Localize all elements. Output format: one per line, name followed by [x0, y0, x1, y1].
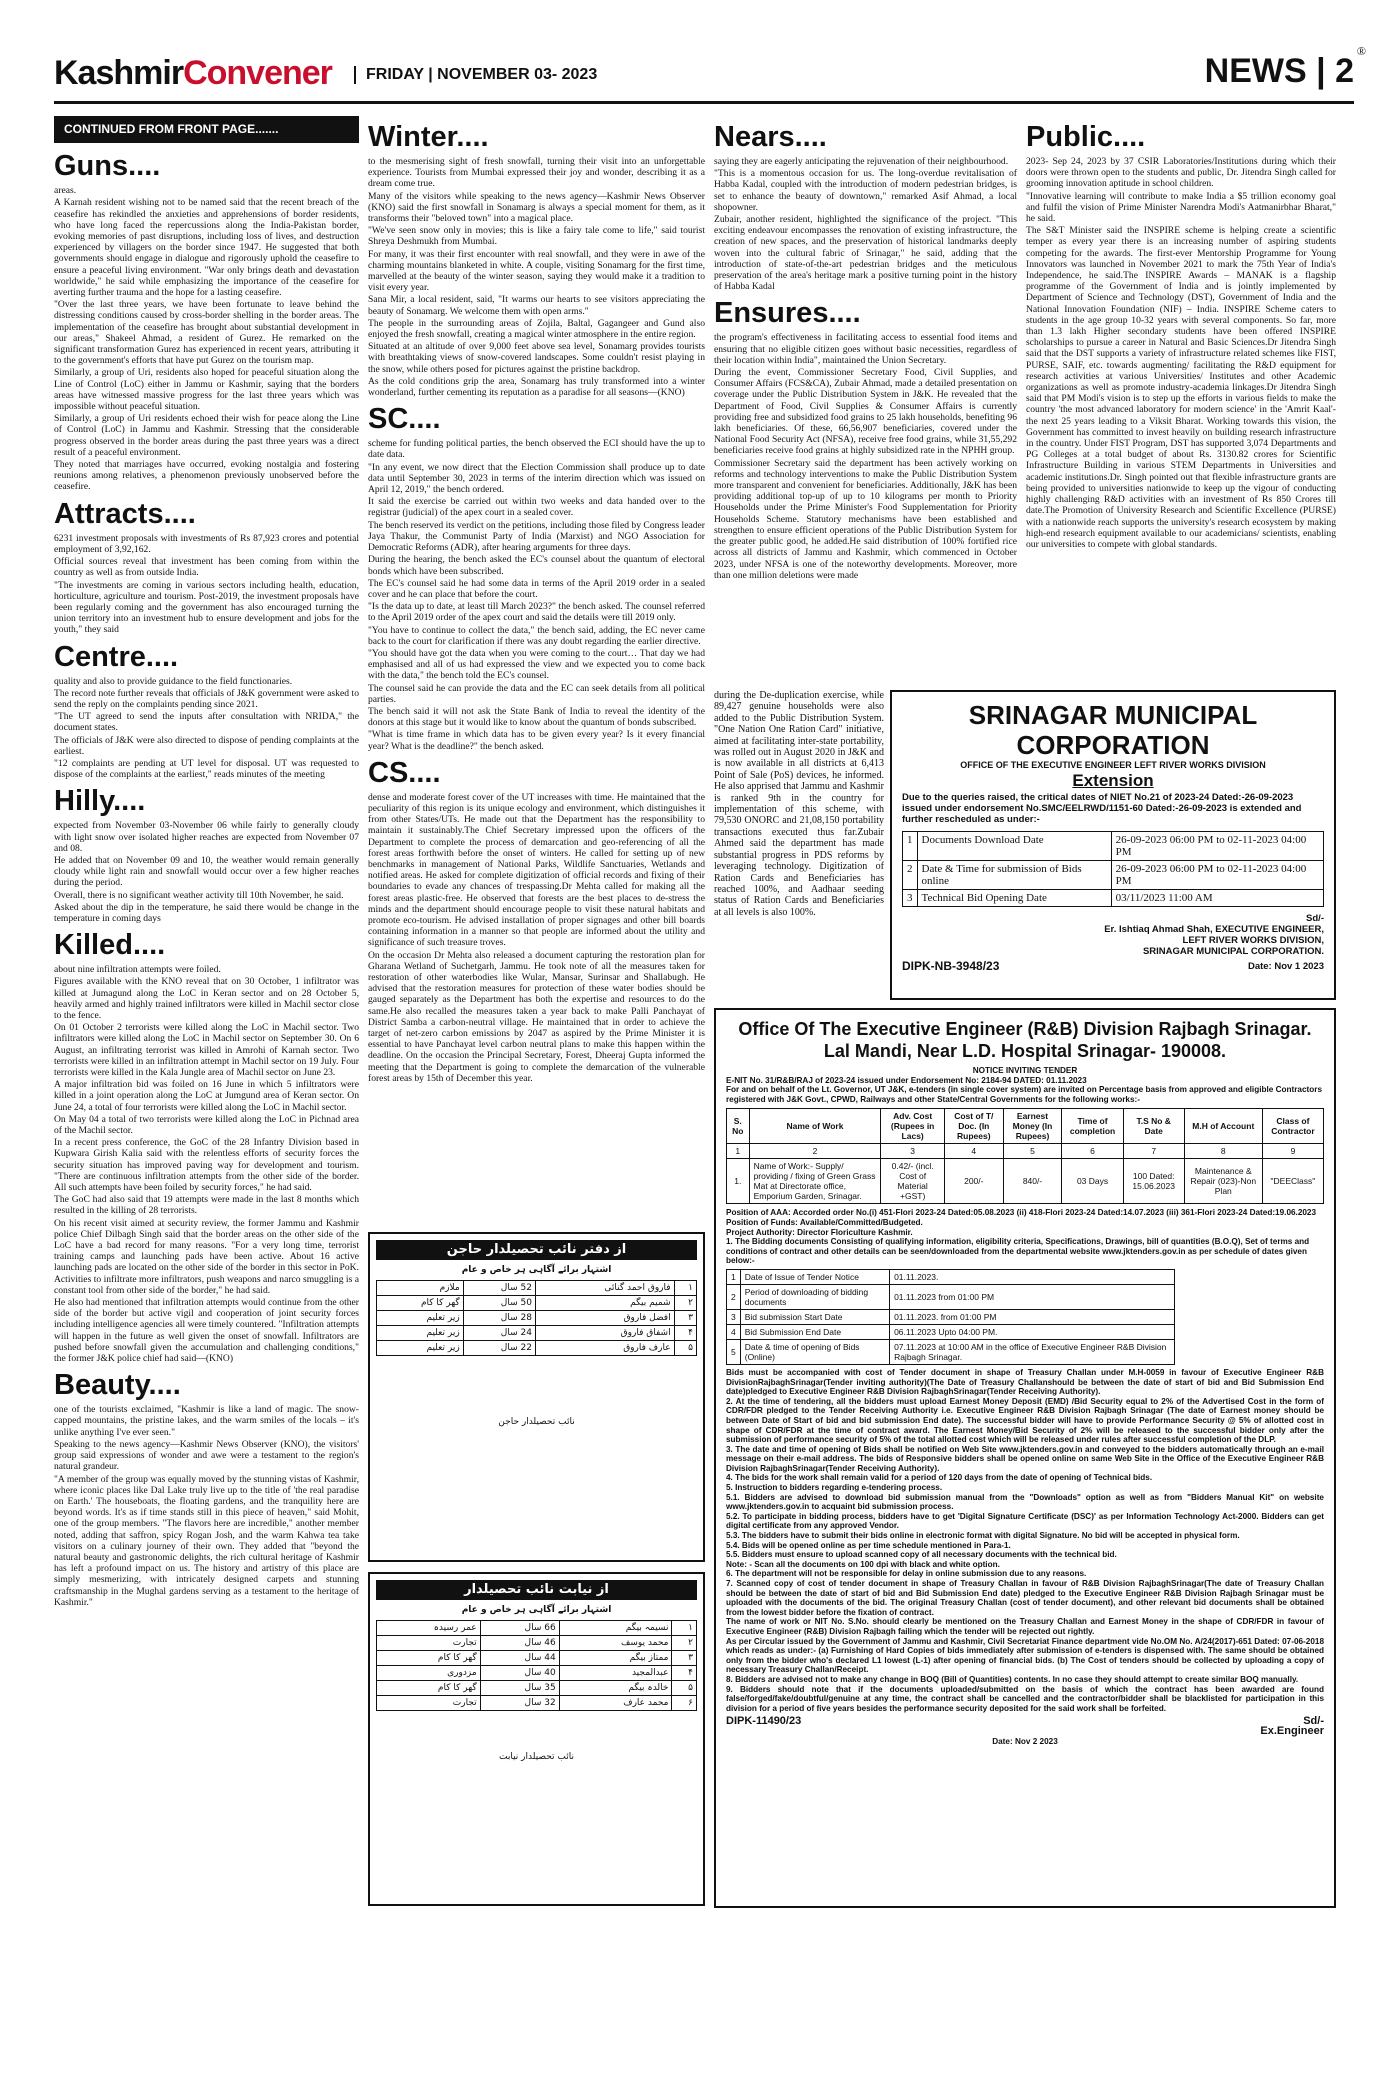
urdu-notice-title: از دفتر نائب تحصیلدار حاجن — [376, 1240, 697, 1260]
urdu-notice-niyabat — [368, 1572, 705, 1906]
headline-attracts: Attracts.... — [54, 497, 196, 530]
table-row: 3 Bid submission Start Date 01.11.2023. from 01:00 PM — [727, 1309, 1175, 1324]
column-4 — [1026, 116, 1336, 686]
urdu-notice-signature: نائب تحصیلدار نیابت — [498, 1752, 574, 1762]
headline-hilly: Hilly.... — [54, 785, 146, 818]
smc-date: Date: Nov 1 2023 — [1247, 961, 1324, 972]
table-row: 2 Date & Time for submission of Bids online 26-09-2023 06:00 PM to 02-11-2023 04:00 PM — [903, 861, 1324, 890]
article-killed: about nine infiltration attempts were foiled. Figures available with the KNO reveal that on 30 October, 1 infiltrator was killed at Jumagund along the LoC in Keran sector and on 28 October 5, heavily armed and highly trained infiltrators were killed in Machil sector close to the fence. On 01 October 2 terrorists were killed along the LoC in Machil sector. Two infiltrators were killed along the LoC in Machil sector on September 30. On 6 August, an infiltrating terrorist was killed in Amrohi of Karnah sector. Two terrorists were killed in an infiltration attempt in Machil sector on 19 July. Four terrorists were killed in the Kala Jungle area of Machil sector on June 23. A major infiltration bid was foiled on 16 June in which 5 infiltrators were killed in a joint operation along the LoC at Jumgund area of Keran sector. On June 24, a total of four terrorists were killed along the LoC in Machil sector. On May 04 a total of two terrorists were killed along the LoC in Pichnad area of the Machil sector. In a recent press conference, the GoC of the 28 Infantry Division based in Kupwara Girish Kalia said with the relentless efforts of security forces the security situation has improved paving way for development and tourism. "There are continuous infiltration attempts from the other side of the border. All such attempts have been foiled by security forces," he had said. The GoC had also said that 19 attempts were made in the last 8 months which resulted in the killing of 28 terrorists. On his recent visit aimed at security review, the former Jammu and Kashmir police Chief Dilbagh Singh said that the border areas on the other side of the LoC have a bad record for many reasons. "For a very long time, terrorist training camps and launching pads have been active. About 16 active launching pads are located on the other side of the border in this sector in PoK. Activities to infiltrate more infiltrators, push weapons and narco smuggling is a constant tool from other side of the border," he had said. He also had mentioned that infiltration attempts would continue from the other side of the border but active vigil and cooperation of joint security forces including intelligence agencies all were timely countered. "Infiltration attempts will happen in the future as well given the onset of snowfall. Infiltrators are pushed before snowfall given the accumulation and challenging conditions," the former J&K police chief had said—(KNO) — [54, 964, 359, 1365]
article-attracts: 6231 investment proposals with investments of Rs 87,923 crores and potential employment of 3,92,162. Official sources reveal that investment has been coming from within the country as well as from outside India. "The investments are coming in various sectors including health, education, horticulture, agriculture and tourism. Post-2019, the investment proposals have been regularly coming and the government has also encouraged turning the union territory into an investment hub to ensure development and jobs for the youth," they said — [54, 532, 359, 636]
rb-works-table: S. No Name of Work Adv. Cost (Rupees in Lacs) Cost of T/ Doc. (In Rupees) Earnest Money (In Rupees) Time of completion T.S No & Date M.H of Account Class of Contractor 1 2 3 4 5 6 7 8 9 1. Name of Work:- Supply/ providing / fixing of Green Grass Mat at Directorate office, Emporium Garden, Srinagar. 0.42/- (incl. Cost of Material +GST) 200/- 840/- 03 Days 100 Dated: 15.06.2023 Maintenance & Repair (023)-Non Plan "DEEClass" — [726, 1108, 1324, 1204]
column-2 — [368, 116, 705, 1226]
headline-centre: Centre.... — [54, 640, 179, 673]
headline-ensures: Ensures.... — [714, 297, 861, 330]
headline-guns: Guns.... — [54, 150, 161, 183]
article-winter: to the mesmerising sight of fresh snowfall, turning their visit into an unforgettable experience. Tourists from Mumbai expressed their joy and wonder, describing it as a dream come true. Many of the visitors while speaking to the news agency—Kashmir News Observer (KNO) said the first snowfall in Sonamarg is always a special moment for them, as it transforms their "beloved town" into a magical place. "We've seen snow only in movies; this is like a fairy tale come to life," said tourist Shreya Deshmukh from Mumbai. For many, it was their first encounter with real snowfall, and they were in awe of the charming mountains blanketed in white. A couple, visiting Sonamarg for the first time, marvelled at the beauty of the winter season, saying they would make it a tradition to visit every year. Sana Mir, a local resident, said, "It warms our hearts to see visitors appreciating the beauty of Sonamarg. We welcome them with open arms." The people in the surrounding areas of Zojila, Baltal, Gagangeer and Gund also enjoyed the fresh snowfall, creating a magical winter atmosphere in the entire region. Situated at an altitude of over 9,000 feet above sea level, Sonamarg provides tourists with breathtaking views of snow-covered landscapes. Some couldn't resist playing in the snow, while others posed for pictures against the pristine backdrop. As the cold conditions grip the area, Sonamarg has truly transformed into a winter wonderland, further cementing its reputation as a paradise for all seasons—(KNO) — [368, 156, 705, 399]
headline-nears: Nears.... — [714, 121, 827, 153]
article-cs: dense and moderate forest cover of the UT increases with time. He maintained that the peculiarity of this region is its unique ecology and environment, which distinguishes it from other States/UTs. He made out that the Department has the responsibility to maintain it sustainably.The Chief Secretary impressed upon the officers of the Department to complete the process of demarcation and geo-referencing of all the forest areas forthwith before the onset of winters. He called for setting up of new benchmarks in management of National Parks, Wildlife Sanctuaries, Wetlands and notified areas. He asked for complete digitization of official records and fixing of their boundaries to evade any chances of trespassing.Dr Mehta called for making all the forest areas plastic-free. He observed that forests are the best places to de-stress the minds and the department should encourage people to visit these natural habitats and promote eco-tourism. He advised installation of proper signages and other bill boards containing information in a manner so that people are informed about the utility and significance of such treasure troves. On the occasion Dr Mehta also released a document capturing the restoration plan for Gharana Wetland of Suchetgarh, Jammu. He took note of all the measures taken for restoration of other waterbodies like Wular, Mansar, Surinsar and Shallabugh. He advised that the restoration measures for protection of these water bodies should be gauged separately as the Department has both the expertise and resources to do the same.He also recalled the measures taken a year back to make Palli Panchayat of District Samba a carbon-neutral village. He maintained that in order to achieve the target of net-zero carbon emissions by 2047 as aspired by the Prime Minister it is essential to have Panchayat level carbon neutral plans to make this happen within the deadline. On the occasion the Principal Secretary, Forest, Dheeraj Gupta informed the meeting that the Department is going to complete the demarcation of the vulnerable forest areas by 15th of December this year. — [368, 791, 705, 1084]
rb-conditions: Bids must be accompanied with cost of Tender document in shape of Treasury Challan under M.H-0059 in favour of Executive Engineer R&B DivisionRajbaghSrinagar(Tender inviting authority)(The Date of Treasury Challanshould be between the date of start of bid and Bid Submission End date)pledged to Executive Engineer R&B Division RajbaghSrinagar(Tender Receiving Authority). 2. At the time of tendering, all the bidders must upload Earnest Money Deposit (EMD) /Bid Security equal to 2% of the Advertised Cost in the form of CDR/FDR pledged to the Tender Receiving Authority i.e. Executive Engineer R&B Division Rajbagh Srinagar (The date of Earnest money should be between Date of Start of bid and bid submission End date). The successful bidder will have to provide Performance Security @ 5% of allotted cost in shape of CDR/FDR at the time of contract award. The Earnest Money/Bid Security of 2% will be released to the successful bidder only after the submission of performance security of 5% of the total allotted cost which will be released under rules after successful completion of the DLP. 3. The date and time of opening of Bids shall be notified on Web Site www.jktenders.gov.in and conveyed to the bidders automatically through an e-mail message on their e-mail address. The bids of Responsive bidders shall be opened online on same Web Site in the Office of the Executive Engineer R&B Division RajbaghSrinagar(Tender Receiving Authority). 4. The bids for the work shall remain valid for a period of 120 days from the date of opening of Technical bids. 5. Instruction to bidders regarding e-tendering process. 5.1. Bidders are advised to download bid submission manual from the "Downloads" option as well as from "Bidders Manual Kit" on website www.jktenders.gov.in to acquaint bid submission process. 5.2. To participate in bidding process, bidders have to get 'Digital Signature Certificate (DSC)' as per Information Technology Act-2000. Bidders can get digital certificate from any approved Vendor. 5.3. The bidders have to submit their bids online in electronic format with digital Signature. No bid will be accepted in physical form. 5.4. Bids will be opened online as per time schedule mentioned in Para-1. 5.5. Bidders must ensure to upload scanned copy of all necessary documents with the technical bid. Note: - Scan all the documents on 100 dpi with black and white option. 6. The department will not be responsible for delay in online submission due to any reasons. 7. Scanned copy of cost of tender document in shape of Treasury Challan in favour of R&B Division RajbaghSrinagar(The date of Treasury Challan should be between the date of start of bid and Bid Submission End date) pledged to the Executive Engineer R&B Division Rajbagh Srinagar must be uploaded with the documents of the bid. The original Treasury Challan (cost of tender document), and other relevant bid documents shall be obtained from the lowest bidder before the fixation of contract. The name of work or NIT No. S.No. should clearly be mentioned on the Treasury Challan and Earnest Money in the shape of CDR/FDR in favour of Executive Engineer (R&B) Division Rajbagh failing which the tender will be rejected out rightly. As per Circular issued by the Government of Jammu and Kashmir, Civil Secretariat Finance department vide No.OM No. A/24(2017)-651 Dated: 07-06-2018 which reads as under:- (a) Furnishing of Hard Copies of bids immediately after submission of e-tenders is dispensed with. The same should be obtained only from the bidder who's declared L1 lowest (L-1) after opening of financial bids. (b) The Cost of tenders should be collected by uploading a copy of necessary Treasury Challan/Receipt. 8. Bidders are advised not to make any change in BOQ (Bill of Quantities) contents. In no case they should attempt to create similar BOQ manually. 9. Bidders should note that if the documents uploaded/submitted on the basis of which the contract has been awarded are found false/forged/fake/doubtful/genuine at any time, the contract shall be cancelled and the contractor/bidder shall be blacklisted for participation in this division for a period of five years besides the performance security deposited for the said work shall be forfeited. — [726, 1367, 1324, 1713]
table-row: 1 Date of Issue of Tender Notice 01.11.2023. — [727, 1269, 1175, 1284]
smc-dates-table — [902, 831, 1324, 907]
urdu-table: ۱ نسیمہ بیگم 66 سال عمر رسیدہ ۲ محمد یوسف 46 سال تجارت ۳ ممتاز بیگم 44 سال گھر کا کام ۴ عبدالمجید 40 سال مزدوری ۵ خالدہ بیگم 35 سال گھر کا کام ۶ محمد عارف 32 سال تجارت — [376, 1620, 697, 1711]
article-centre: quality and also to provide guidance to the field functionaries. The record note further reveals that officials of J&K government were asked to send the reply on the complaints pending since 2021. "The UT agreed to send the inputs after consultation with NRIDA," the document states. The officials of J&K were also directed to dispose of pending complaints at the earliest. "12 complaints are pending at UT level for disposal. UT was requested to dispose of the complaints at the earliest," reads minutes of the meeting — [54, 675, 359, 781]
article-sc: scheme for funding political parties, the bench observed the ECI should have the up to date data. "In any event, we now direct that the Election Commission shall produce up to date data until September 30, 2023 in terms of the interim direction which was issued on April 12, 2019," the bench ordered. It said the exercise be carried out within two weeks and data handed over to the registrar (judicial) of the apex court in a sealed cover. The bench reserved its verdict on the petitions, including those filed by Congress leader Jaya Thakur, the Communist Party of India (Marxist) and NGO Association for Democratic Reforms (ADR), after hearing arguments for three days. During the hearing, the bench asked the EC's counsel about the quantum of electoral bonds which have been subscribed. The EC's counsel said he had some data in terms of the April 2019 order in a sealed cover and he can place that before the court. "Is the data up to date, at least till March 2023?" the bench asked. The counsel referred to the April 2019 order of the apex court and said the details were till 2019 only. "You have to continue to collect the data," the bench said, adding, the EC never came back to the court for clarification if there was any doubt regarding the earlier directive. "You should have got the data when you were coming to the court… That day we had emphasised and all of us had expressed the view and we expected you to come back with the data," the bench told the EC's counsel. The counsel said he can provide the data and the EC can seek details from all political parties. The bench said it will not ask the State Bank of India to reveal the identity of the donors at this stage but it would like to know about the quantum of bonds subscribed. "What is time frame in which data has to be given every year? Is it every financial year? What is the deadline?" the bench asked. — [368, 438, 705, 752]
urdu-notice-subtitle: اشتہار برائے آگاہی ہر خاص و عام — [461, 1605, 612, 1615]
table-row: 2 Period of downloading of bidding documents 01.11.2023 from 01:00 PM — [727, 1284, 1175, 1309]
rb-enit: E-NIT No. 31/R&B/RAJ of 2023-24 issued under Endorsement No: 2184-94 DATED: 01.11.2023 — [726, 1075, 1087, 1085]
rb-sd: Sd/- — [1303, 1715, 1324, 1728]
column-1 — [54, 116, 359, 2036]
rb-notice: NOTICE INVITING TENDER — [972, 1066, 1078, 1075]
headline-public: Public.... — [1026, 121, 1146, 153]
issue-date: FRIDAY | NOVEMBER 03- 2023 — [354, 66, 597, 84]
headline-cs: CS.... — [368, 756, 441, 789]
continued-banner: CONTINUED FROM FRONT PAGE....... — [54, 116, 359, 143]
table-row: 1 Documents Download Date 26-09-2023 06:00 PM to 02-11-2023 04:00 PM — [903, 832, 1324, 861]
table-row: 4 Bid Submission End Date 06.11.2023 Upto 04:00 PM. — [727, 1324, 1175, 1339]
smc-sd: Sd/- — [1306, 913, 1324, 924]
rb-address: Lal Mandi, Near L.D. Hospital Srinagar- 190008. — [823, 1041, 1227, 1061]
rb-engineer: Ex.Engineer — [1260, 1724, 1324, 1737]
column-3-narrow: during the De-duplication exercise, while 89,427 genuine households were also added to the Public Distribution System. "One Nation One Ration Card" initiative, aimed at facilitating inter-state portability, was rolled out in August 2020 in J&K and is now available in all districts at 6,413 Point of Sale (PoS) devices, he informed. He also apprised that Jammu and Kashmir is ranked 9th in the country for implementation of this scheme, with 79,530 ONORC and 21,08,150 portability transactions executed thus far.Zubair Ahmed said the department has made substantial progress in PDS reforms by leveraging technology. Digitization of Ration Cards and Beneficiaries has reached 100%, and Aadhaar seeding status of Ration Cards and Beneficiaries at all levels is also 100%. — [714, 690, 884, 918]
rb-details: Position of AAA: Accorded order No.(i) 451-Flori 2023-24 Dated:05.08.2023 (ii) 418-Flori 2023-24 Dated:14.07.2023 (iii) 361-Flori 2023-24 Dated:19.06.2023 Position of Funds: Available/Committed/Budgeted. Project Authority: Director Floriculture Kashmir. 1. The Bidding documents Consisting of qualifying information, eligibility criteria, Specifications, Drawings, bill of quantities (B.O.Q), Set of terms and conditions of contract and other details can be seen/downloaded from the departmental website www.jktenders.gov.in as per schedule of dates given below:- — [726, 1208, 1317, 1266]
headline-killed: Killed.... — [54, 929, 166, 962]
article-public: 2023- Sep 24, 2023 by 37 CSIR Laboratories/Institutions during which their doors were thrown open to the students and public, Dr. Jitendra Singh called for grooming innovation aptitude in school children. "Innovative learning will contribute to make India a $5 trillion economy goal and fulfil the vision of Prime Minister Narendra Modi's Aatmanirbhar Bharat," he said. The S&T Minister said the INSPIRE scheme is helping create a scientific temper as every year there is an increasing number of aspiring students competing for the awards. The first-ever Mentorship Programme for Young Innovators was launched in November 2021 to mark the 75th Year of India's Independence, he said.The INSPIRE Awards – MANAK is a flagship programme of the Government of India and is jointly implemented by Department of Science and Technology (DST), Government of India and the National Innovation Foundation (NIF) – India. INSPIRE Scheme caters to students in the age group 10-32 years with several components. So far, more than 1.3 lakh Higher secondary students have been offered INSPIRE scholarships to pursue a career in Natural and Basic Sciences.Dr Jitendra Singh said that the DST supports a variety of infrastructure related schemes like FIST, PURSE, SAIF, etc. towards augmenting/ facilitating the R&D equipment for research activities at various Universities/ Institutes and other Academic organizations as well as promote industry-academia linkages.Dr Jitendra Singh said that PM Modi's vision is to step up the efforts in various fields to make the country 'the most advanced laboratory for modern science' in the 'Amrit Kaal'-the next 25 years leading to a Viksit Bharat. Working towards this vision, the Government has committed to invest heavily on building research infrastructure in the country. Under FIST Program, DST has supported 3,074 Departments and PG Colleges at a total budget of about Rs. 3130.82 crores for Scientific Infrastructure Building in various STEM Departments in Universities and academic institutions.Dr. Singh pointed out that flexible infrastructure grants are being provided to universities nationwide to keep up the vigour of conducting highly challenging R&D activities with an investment of Rs 850 Crores till date.The Promotion of University Research and Scientific Excellence (PURSE) with a nationwide reach supports the university's research ecosystem by making high-end research equipment available to our academicians/ scientists, enabling our universities to compete with global standards. — [1026, 156, 1336, 550]
headline-beauty: Beauty.... — [54, 1369, 181, 1402]
table-row: 1. Name of Work:- Supply/ providing / fixing of Green Grass Mat at Directorate office, Emporium Garden, Srinagar. 0.42/- (incl. Cost of Material +GST) 200/- 840/- 03 Days 100 Dated: 15.06.2023 Maintenance & Repair (023)-Non Plan "DEEClass" — [727, 1159, 1324, 1204]
masthead — [54, 44, 1366, 104]
article-nears: saying they are eagerly anticipating the rejuvenation of their neighbourhood. "This is a momentous occasion for us. The long-overdue revitalisation of Habba Kadal, coupled with the introduction of modern pedestrian bridges, is set to enhance the beauty of downtown," remarked Asif Ahmad, a local shopowner. Zubair, another resident, highlighted the significance of the project. "This exciting endeavour encompasses the renovation of existing infrastructure, the creation of new spaces, and the preservation of historical landmarks deeply woven into the cultural fabric of Srinagar," he said, adding that the introduction of state-of-the-art pedestrian bridges and the meticulous preservation of the area's heritage mark a positive turning point in the history of Habba Kadal — [714, 156, 1017, 293]
table-row: 3 Technical Bid Opening Date 03/11/2023 11:00 AM — [903, 890, 1324, 907]
urdu-notice-hajan — [368, 1232, 705, 1562]
smc-title: SRINAGAR MUNICIPAL CORPORATION — [968, 700, 1258, 760]
table-row: 5 Date & time of opening of Bids (Online) 07.11.2023 at 10:00 AM in the office of Executive Engineer R&B Division Rajbagh Srinagar. — [727, 1339, 1175, 1364]
rb-schedule-table — [726, 1269, 1175, 1365]
article-hilly: expected from November 03-November 06 while fairly to generally cloudy with light snow over isolated higher reaches are expected from November 07 and 08. He added that on November 09 and 10, the weather would remain generally cloudy while light rain and snowfall would occur over a few higher reaches during the period. Overall, there is no significant weather activity till 10th November, he said. Asked about the dip in the temperature, he said there would be change in the temperature in coming days — [54, 820, 359, 924]
article-beauty: one of the tourists exclaimed, "Kashmir is like a land of magic. The snow-capped mountains, the pristine lakes, and the warm smiles of the locals – it's unlike anything I've ever seen." Speaking to the news agency—Kashmir News Observer (KNO), the visitors' group said expressions of wonder and awe were a testament to the region's natural grandeur. "A member of the group was equally moved by the stunning vistas of Kashmir, where iconic places like Dal Lake truly live up to the title of 'the real paradise on Earth.' The houseboats, the floating gardens, and the tranquility here are beyond words. It's as if time stands still in this piece of heaven," said Mohit, one of the group members. "The flavors here are incredible," another member noted, adding that saffron, spicy Rogan Josh, and the warm Kahwa tea take visitors on a culinary journey of their own. They added that "beyond the natural beauty and gastronomic delights, the rich cultural heritage of Kashmir has left a profound impact on us. The history and artistry of this place are simply mesmerizing, with intricately designed carpets and stunning craftsmanship in the Mughal gardens serving as a testament to the heritage of Kashmir." — [54, 1404, 359, 1608]
registered-icon: ® — [1356, 44, 1366, 58]
smc-tender-ad: SRINAGAR MUNICIPAL CORPORATION OFFICE OF THE EXECUTIVE ENGINEER LEFT RIVER WORKS DIVISION Extension Due to the queries raised, the critical dates of NIET No.21 of 2023-24 Dated:-26-09-2023 issued under endorsement No.SMC/EELRWD/1151-60 Dated:-26-09-2023 is extended and further rescheduled as under:- 1 Documents Download Date 26-09-2023 06:00 PM to 02-11-2023 04:00 PM 2 Date & Time for submission of Bids online 26-09-2023 06:00 PM to 02-11-2023 04:00 PM 3 Technical Bid Opening Date 03/11/2023 11:00 AM Sd/- Er. Ishtiaq Ahmad Shah, EXECUTIVE ENGINEER, LEFT RIVER WORKS DIVISION, SRINAGAR MUNICIPAL CORPORATION. DIPK-NB-3948/23 Date: Nov 1 2023 — [890, 690, 1336, 1000]
urdu-table: ۱ فاروق احمد گنائی 52 سال ملازم ۲ شمیم بیگم 50 سال گھر کا کام ۳ افضل فاروق 28 سال زیر تعلیم ۴ اشفاق فاروق 24 سال زیر تعلیم ۵ عارف فاروق 22 سال زیر تعلیم — [376, 1280, 697, 1356]
rb-dipk: DIPK-11490/23 — [726, 1715, 802, 1728]
section-label: NEWS | 2 — [1204, 52, 1354, 90]
headline-winter: Winter.... — [368, 121, 489, 153]
column-3 — [714, 116, 1017, 701]
rb-title: Office Of The Executive Engineer (R&B) Division Rajbagh Srinagar. — [738, 1019, 1312, 1039]
smc-signatory: Er. Ishtiaq Ahmad Shah, EXECUTIVE ENGINEER, — [1104, 924, 1324, 935]
urdu-notice-title: از نیابت نائب تحصیلدار — [376, 1580, 697, 1600]
rb-tender-ad — [714, 1008, 1336, 1908]
smc-intro: Due to the queries raised, the critical dates of NIET No.21 of 2023-24 Dated:-26-09-2023 issued under endorsement No.SMC/EELRWD/1151-60 Dated:-26-09-2023 is extended and further rescheduled as under:- — [902, 792, 1302, 825]
article-guns: areas. A Karnah resident wishing not to be named said that the recent breach of the ceasefire has rekindled the anxieties and apprehensions of border residents, who have long faced the repercussions along the India-Pakistan border, evoking memories of past disruptions, including loss of lives, and destruction experienced by villagers on the border since 1947. He suggested that both governments should engage in dialogue and rigorously uphold the ceasefire to ensure a peaceful living environment. "War only brings death and devastation worldwide," he said while emphasizing the importance of the ceasefire for averting further trauma and the hope for a lasting ceasefire. "Over the last three years, we have been fortunate to leave behind the distressing conditions caused by cross-border shelling in the border areas. The implementation of the ceasefire has brought about substantial development in our areas," Shakeel Ahmad, a resident of Gurez. He remarked on the significant transformation Gurez has experienced in recent years, attributing it to the government's efforts that have put Gurez on the tourism map. Similarly, a group of Uri, residents also hoped for peaceful situation along the Line of Control (LoC) either in Jammu or Kashmir, saying that the borders areas have witnessed massive progress for the last three years which was impossible without peaceful situation. Similarly, a group of Uri residents echoed their wish for peace along the Line of Control (LoC) in Jammu and Kashmir. Stressing that the considerable progress observed in the border areas during the past three years was a direct result of a peaceful environment. They noted that marriages have occurred, evoking nostalgia and fostering reunions among relatives, a phenomenon previously unobserved before the ceasefire. — [54, 185, 359, 493]
brand-logo: KashmirConvener — [54, 54, 332, 92]
rb-intro: For and on behalf of the Lt. Governor, UT J&K, e-tenders (in single cover system) are invited on Percentage basis from approved and eligible Contractors registered with J&K Govt., CPWD, Railways and other State/Central Governments for the following works:- — [726, 1085, 1322, 1104]
rb-date: Date: Nov 2 2023 — [992, 1736, 1058, 1746]
smc-dipk: DIPK-NB-3948/23 — [902, 959, 1000, 973]
urdu-notice-subtitle: اشتہار برائے آگاہی ہر خاص و عام — [461, 1265, 612, 1275]
smc-extension: Extension — [1072, 771, 1154, 790]
article-ensures: the program's effectiveness in facilitating access to essential food items and ensuring that no eligible citizen goes without basic necessities, regardless of their location within India", maintained the Union Secretary. During the event, Commissioner Secretary Food, Civil Supplies, and Consumer Affairs (FCS&CA), Zubair Ahmad, made a detailed presentation on coverage under the Public Distribution System in J&K. He revealed that the Department of Food, Civil Supplies & Consumer Affairs is currently providing free and subsidized food grains to 25 lakh households, benefiting 96 lakh beneficiaries. Of these, 66,56,907 beneficiaries, covered under the National Food Security Act (NFSA), receive free food grains, while 31,55,292 beneficiaries receive food grains at highly subsidized rate in the NPHH group. Commissioner Secretary said the department has been actively working on reforms and technology interventions to make the Public Distribution System more transparent and convenient for beneficiaries. Additionally, J&K has been providing additional top-up of up to 10 kilograms per month to Priority Households under the Prime Minister's Food Supplementation for Priority Households Scheme. Statutory mechanisms have been established and strengthen to ensure efficient operations of the Public Distribution System for the greater public good, he added.He said distribution of 100% fortified rice across all districts of Jammu and Kashmir, which commenced in October 2023, under NFSA is one of the noteworthy developments. Moreover, more than one million deletions were made — [714, 332, 1017, 581]
smc-office: OFFICE OF THE EXECUTIVE ENGINEER LEFT RIVER WORKS DIVISION — [960, 760, 1266, 770]
urdu-notice-signature: نائب تحصیلدار حاجن — [498, 1417, 575, 1427]
headline-sc: SC.... — [368, 403, 441, 436]
